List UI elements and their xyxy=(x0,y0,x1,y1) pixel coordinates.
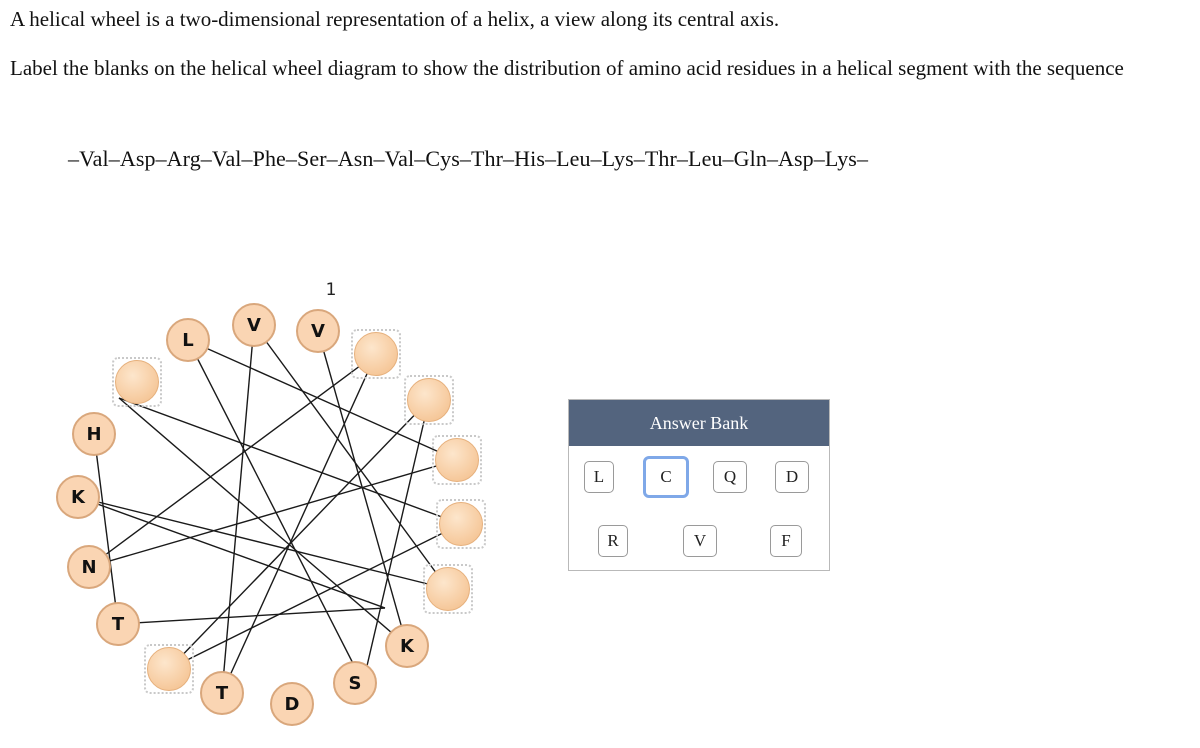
instruction-text: Label the blanks on the helical wheel diagram to show the distribution of amino acid residues in a helical segment with the sequence xyxy=(10,56,1124,80)
blank-slot[interactable] xyxy=(112,357,162,407)
residue-l: L xyxy=(166,318,210,362)
residue-h: H xyxy=(72,412,116,456)
answer-bank-title: Answer Bank xyxy=(569,400,829,446)
intro-text: A helical wheel is a two-dimensional representation of a helix, a view along its central axis. xyxy=(10,7,780,31)
residue-v1: V xyxy=(296,309,340,353)
residue-k1: K xyxy=(56,475,100,519)
answer-tile-l[interactable]: L xyxy=(584,461,614,493)
answer-tile-r[interactable]: R xyxy=(598,525,628,557)
residue-n: N xyxy=(67,545,111,589)
blank-slot[interactable] xyxy=(432,435,482,485)
residue-t2: T xyxy=(200,671,244,715)
answer-tile-f[interactable]: F xyxy=(770,525,802,557)
residue-s: S xyxy=(333,661,377,705)
residue-d: D xyxy=(270,682,314,726)
blank-slot[interactable] xyxy=(436,499,486,549)
answer-bank xyxy=(568,399,830,571)
answer-tile-q[interactable]: Q xyxy=(713,461,747,493)
blank-slot[interactable] xyxy=(351,329,401,379)
sequence-text: –Val–Asp–Arg–Val–Phe–Ser–Asn–Val–Cys–Thr–His–Leu–Lys–Thr–Leu–Gln–Asp–Lys– xyxy=(68,146,869,171)
answer-tile-v[interactable]: V xyxy=(683,525,717,557)
answer-tile-c[interactable]: C xyxy=(643,456,689,498)
answer-tile-d[interactable]: D xyxy=(775,461,809,493)
blank-slot[interactable] xyxy=(423,564,473,614)
residue-v2: V xyxy=(232,303,276,347)
residue-t1: T xyxy=(96,602,140,646)
start-label: 1 xyxy=(325,280,337,300)
residue-k2: K xyxy=(385,624,429,668)
blank-slot[interactable] xyxy=(404,375,454,425)
blank-slot[interactable] xyxy=(144,644,194,694)
